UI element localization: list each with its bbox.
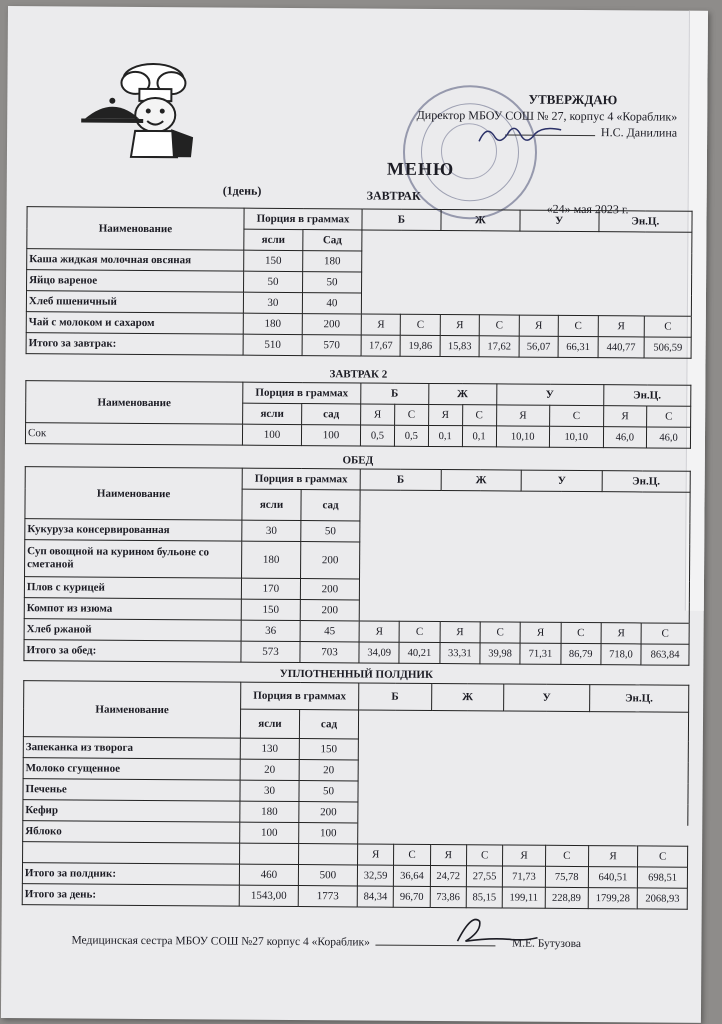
- value-cell: 75,78: [545, 866, 588, 887]
- lunch-table: [23, 466, 690, 666]
- sub-ya: Я: [430, 844, 466, 865]
- col-u-header: У: [520, 210, 599, 232]
- dish-name: Компот из изюма: [24, 598, 241, 621]
- dish-name: Чай с молоком и сахаром: [26, 312, 243, 335]
- nurse-position: Медицинская сестра МБОУ СОШ №27 корпус 4 «Кораблик»: [71, 934, 370, 949]
- col-en-header: Эн.Ц.: [603, 385, 691, 407]
- col-sad: Сад: [303, 230, 362, 251]
- total-label: Итого за обед:: [24, 640, 241, 663]
- total-yasli: 573: [241, 641, 300, 662]
- col-b-header: Б: [360, 469, 441, 491]
- portion-sad: 50: [301, 521, 360, 542]
- value-cell: 71,73: [503, 866, 546, 887]
- value-cell: 10,10: [549, 426, 603, 447]
- col-portion-header: Порция в граммах: [244, 208, 362, 230]
- sub-s: С: [550, 405, 604, 426]
- sub-ya: Я: [598, 316, 645, 337]
- sub-s: С: [480, 622, 520, 643]
- approval-signer: Н.С. Данилина: [600, 125, 678, 140]
- total-sad: 500: [298, 865, 357, 886]
- dish-name: Запеканка из творога: [23, 737, 240, 760]
- portion-sad: 40: [302, 293, 361, 314]
- sub-ya: Я: [361, 314, 401, 335]
- portion-sad: 50: [303, 272, 362, 293]
- portion-yasli: 150: [241, 599, 300, 620]
- value-cell: 17,62: [479, 336, 519, 357]
- value-cell: 32,59: [357, 865, 393, 886]
- dish-name: Хлеб пшеничный: [26, 291, 243, 314]
- sub-s: С: [645, 316, 692, 337]
- col-yasli: ясли: [244, 229, 303, 250]
- value-cell: 718,0: [601, 644, 641, 665]
- sub-ya: Я: [601, 623, 641, 644]
- snack-title: УПЛОТНЕННЫЙ ПОЛДНИК: [279, 667, 434, 681]
- portion-yasli: 100: [240, 822, 299, 843]
- breakfast2-title: ЗАВТРАК 2: [329, 368, 388, 381]
- portion-sad: 200: [300, 600, 359, 621]
- col-sad: сад: [301, 490, 360, 521]
- col-zh-header: Ж: [441, 470, 522, 492]
- portion-sad: 20: [299, 760, 358, 781]
- portion-yasli: 180: [243, 313, 302, 334]
- table-row: [25, 423, 690, 449]
- menu-title: МЕНЮ: [386, 158, 455, 180]
- sub-s: С: [638, 846, 688, 867]
- portion-yasli: 170: [241, 578, 300, 599]
- value-cell: 34,09: [359, 642, 399, 663]
- value-cell: 0,1: [462, 426, 496, 447]
- value-cell: 19,86: [401, 335, 441, 356]
- portion-yasli: 130: [240, 738, 299, 759]
- value-cell: 84,34: [357, 886, 393, 907]
- director-signature: [475, 119, 565, 150]
- col-yasli: ясли: [242, 489, 301, 520]
- value-cell: 46,0: [647, 427, 691, 448]
- portion-yasli: 180: [240, 801, 299, 822]
- nutrient-blank: [361, 230, 692, 316]
- sub-s: С: [394, 844, 430, 865]
- value-cell: 85,15: [466, 887, 502, 908]
- sub-s: С: [401, 314, 441, 335]
- breakfast2-table: [25, 380, 691, 449]
- sub-s: С: [394, 404, 428, 425]
- portion-sad: 45: [300, 621, 359, 642]
- value-cell: 40,21: [399, 642, 439, 663]
- col-en-header: Эн.Ц.: [589, 685, 688, 713]
- col-portion-header: Порция в граммах: [242, 468, 360, 490]
- value-cell: 0,1: [428, 425, 462, 446]
- day-label: (1день): [222, 183, 262, 198]
- col-name-header: Наименование: [25, 467, 242, 521]
- sub-s: С: [561, 622, 601, 643]
- sub-ya: Я: [358, 844, 394, 865]
- menu-date: «24» мая 2023 г.: [546, 201, 629, 217]
- dish-name: Яблоко: [23, 821, 240, 844]
- col-en-header: Эн.Ц.: [599, 211, 693, 233]
- total-row: [24, 640, 689, 666]
- col-yasli: ясли: [240, 709, 299, 738]
- sub-s: С: [647, 406, 691, 427]
- sub-s: С: [399, 621, 439, 642]
- col-en-header: Эн.Ц.: [602, 471, 690, 493]
- value-cell: 10,10: [496, 426, 550, 447]
- sub-s: С: [545, 845, 588, 866]
- value-cell: 66,31: [558, 336, 598, 357]
- breakfast-label: ЗАВТРАК: [366, 188, 421, 203]
- sub-ya: Я: [440, 622, 480, 643]
- snack-table: [22, 680, 690, 910]
- portion-sad: 50: [299, 781, 358, 802]
- dish-name: Молоко сгущенное: [23, 758, 240, 781]
- col-b-header: Б: [359, 683, 432, 711]
- col-sad: сад: [302, 404, 361, 425]
- value-cell: 0,5: [394, 425, 428, 446]
- col-u-header: У: [504, 684, 590, 712]
- dish-name: Кукуруза консервированная: [25, 519, 242, 542]
- value-cell: 71,31: [520, 643, 560, 664]
- portion-yasli: 150: [244, 250, 303, 271]
- value-cell: 36,64: [394, 865, 430, 886]
- day-total-row: [22, 884, 687, 910]
- sub-ya: Я: [603, 406, 647, 427]
- col-zh-header: Ж: [431, 683, 504, 711]
- total-sad: 703: [300, 642, 359, 663]
- portion-yasli: 36: [241, 620, 300, 641]
- portion-sad: 200: [299, 802, 358, 823]
- approval-title: УТВЕРЖДАЮ: [528, 91, 618, 108]
- dish-name: Плов с курицей: [24, 577, 241, 600]
- portion-sad: 200: [302, 314, 361, 335]
- approval-position: Директор МБОУ СОШ № 27, корпус 4 «Кораблик»: [416, 107, 678, 124]
- value-cell: 24,72: [430, 865, 466, 886]
- value-cell: 86,79: [560, 643, 600, 664]
- value-cell: 56,07: [519, 336, 559, 357]
- value-cell: 15,83: [440, 336, 480, 357]
- dish-name: Яйцо вареное: [27, 270, 244, 293]
- col-name-header: Наименование: [23, 681, 240, 739]
- value-cell: 33,31: [440, 643, 480, 664]
- col-b-header: Б: [361, 383, 429, 404]
- dish-name: Кефир: [23, 800, 240, 823]
- col-portion-header: Порция в граммах: [241, 682, 359, 710]
- portion-yasli: 100: [242, 424, 301, 445]
- sub-s: С: [480, 315, 520, 336]
- value-cell: 698,51: [638, 867, 688, 888]
- portion-yasli: 30: [240, 780, 299, 801]
- sub-ya: Я: [428, 404, 462, 425]
- sub-s: С: [558, 315, 598, 336]
- col-u-header: У: [521, 470, 602, 492]
- total-label: Итого за завтрак:: [26, 333, 243, 356]
- portion-sad: 200: [301, 542, 360, 579]
- breakfast-table: [26, 206, 693, 359]
- sub-s: С: [466, 845, 502, 866]
- nurse-signer: М.Е. Бутузова: [511, 937, 582, 951]
- col-name-header: Наименование: [26, 381, 243, 425]
- col-yasli: ясли: [243, 403, 302, 424]
- day-total-yasli: 1543,00: [239, 885, 298, 906]
- value-cell: 2068,93: [638, 888, 688, 909]
- chef-icon: [73, 60, 204, 161]
- sub-ya: Я: [520, 622, 560, 643]
- portion-sad: 100: [299, 823, 358, 844]
- col-u-header: У: [496, 384, 603, 406]
- dish-name: Хлеб ржаной: [24, 619, 241, 642]
- dish-name: Каша жидкая молочная овсяная: [27, 249, 244, 272]
- col-b-header: Б: [362, 209, 441, 231]
- total-yasli: 460: [239, 864, 298, 885]
- total-row: [26, 333, 691, 359]
- dish-name: Печенье: [23, 779, 240, 802]
- col-zh-header: Ж: [441, 210, 520, 232]
- value-cell: 199,11: [502, 887, 545, 908]
- value-cell: 27,55: [466, 866, 502, 887]
- sub-ya: Я: [496, 405, 550, 426]
- sub-s: С: [462, 405, 496, 426]
- col-sad: сад: [299, 710, 358, 739]
- lunch-title: ОБЕД: [342, 454, 374, 467]
- dish-name: Суп овощной на курином бульоне со сметаной: [25, 540, 242, 579]
- footer-signature: [71, 934, 631, 950]
- col-portion-header: Порция в граммах: [243, 382, 361, 404]
- sub-ya: Я: [359, 621, 399, 642]
- portion-yasli: 20: [240, 759, 299, 780]
- value-cell: 863,84: [641, 644, 689, 665]
- value-cell: 73,86: [430, 886, 466, 907]
- sub-ya: Я: [519, 315, 559, 336]
- col-zh-header: Ж: [428, 383, 496, 404]
- value-cell: 228,89: [545, 887, 588, 908]
- nutrient-blank: [359, 490, 690, 623]
- value-cell: 640,51: [588, 867, 638, 888]
- portion-sad: 100: [301, 425, 360, 446]
- portion-yasli: 30: [242, 520, 301, 541]
- sub-s: С: [641, 623, 689, 644]
- value-cell: 17,67: [361, 335, 401, 356]
- day-total-sad: 1773: [298, 886, 357, 907]
- value-cell: 46,0: [603, 427, 647, 448]
- sub-ya: Я: [588, 846, 638, 867]
- value-cell: 96,70: [394, 886, 430, 907]
- value-cell: 506,59: [644, 337, 691, 358]
- nutrient-blank: [358, 710, 689, 825]
- portion-yasli: 180: [242, 541, 301, 578]
- sub-ya: Я: [361, 404, 395, 425]
- day-total-label: Итого за день:: [22, 884, 239, 907]
- total-sad: 570: [302, 335, 361, 356]
- total-yasli: 510: [243, 334, 302, 355]
- dish-name: Сок: [25, 423, 242, 446]
- portion-yasli: 30: [243, 292, 302, 313]
- portion-sad: 180: [303, 251, 362, 272]
- total-label: Итого за полдник:: [22, 863, 239, 886]
- menu-document: [1, 6, 708, 1023]
- sub-ya: Я: [440, 315, 480, 336]
- value-cell: 0,5: [360, 425, 394, 446]
- portion-sad: 150: [299, 739, 358, 760]
- portion-sad: 200: [300, 579, 359, 600]
- col-name-header: Наименование: [27, 207, 244, 251]
- value-cell: 39,98: [480, 643, 520, 664]
- value-cell: 1799,28: [588, 888, 638, 909]
- portion-yasli: 50: [244, 271, 303, 292]
- value-cell: 440,77: [598, 337, 645, 358]
- sub-ya: Я: [503, 845, 546, 866]
